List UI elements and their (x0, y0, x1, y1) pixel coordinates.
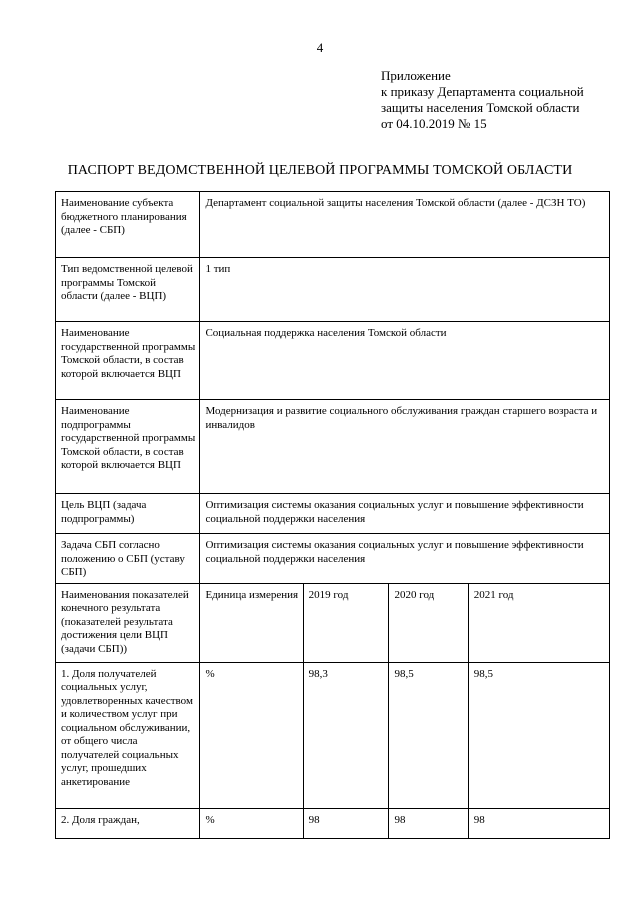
row-label: Наименование государственной программы Томской области, в состав которой включается ВЦП (56, 322, 200, 400)
passport-table (55, 191, 610, 839)
indicator-row (56, 808, 610, 838)
indicator-label: 2. Доля граждан, (56, 808, 200, 838)
appendix-line: от 04.10.2019 № 15 (381, 116, 487, 131)
table-row (56, 534, 610, 584)
indicator-value-2021: 98 (468, 808, 609, 838)
appendix-line: защиты населения Томской области (381, 100, 580, 115)
row-value: Оптимизация системы оказания социальных услуг и повышение эффективности социальной поддержки населения (200, 534, 610, 584)
indicator-unit: % (200, 662, 303, 808)
table-row (56, 400, 610, 494)
unit-header: Единица измерения (200, 583, 303, 662)
row-label: Задача СБП согласно положению о СБП (уставу СБП) (56, 534, 200, 584)
table-row (56, 258, 610, 322)
table-row (56, 494, 610, 534)
indicator-value-2019: 98 (303, 808, 389, 838)
row-value: Социальная поддержка населения Томской области (200, 322, 610, 400)
year-header-2021: 2021 год (468, 583, 609, 662)
indicators-header-row (56, 583, 610, 662)
row-label: Наименование субъекта бюджетного планирования (далее - СБП) (56, 192, 200, 258)
indicator-label: 1. Доля получателей социальных услуг, удовлетворенных качеством и количеством услуг при социальном обслуживании, от общего числа получателей социальных услуг, прошедших анкетирование (56, 662, 200, 808)
indicator-value-2019: 98,3 (303, 662, 389, 808)
indicator-row (56, 662, 610, 808)
row-value: Оптимизация системы оказания социальных услуг и повышение эффективности социальной поддержки населения (200, 494, 610, 534)
table-row (56, 322, 610, 400)
indicator-value-2020: 98 (389, 808, 468, 838)
year-header-2020: 2020 год (389, 583, 468, 662)
indicators-header-label: Наименования показателей конечного результата (показателей результата достижения цели ВЦП (задачи СБП)) (56, 583, 200, 662)
indicator-value-2021: 98,5 (468, 662, 609, 808)
row-value: 1 тип (200, 258, 610, 322)
appendix-note (381, 68, 584, 132)
row-label: Цель ВЦП (задача подпрограммы) (56, 494, 200, 534)
row-label: Тип ведомственной целевой программы Томской области (далее - ВЦП) (56, 258, 200, 322)
document-title: ПАСПОРТ ВЕДОМСТВЕННОЙ ЦЕЛЕВОЙ ПРОГРАММЫ ТОМСКОЙ ОБЛАСТИ (67, 163, 573, 178)
appendix-line: к приказу Департамента социальной (381, 84, 584, 99)
year-header-2019: 2019 год (303, 583, 389, 662)
indicator-value-2020: 98,5 (389, 662, 468, 808)
indicator-unit: % (200, 808, 303, 838)
row-label: Наименование подпрограммы государственной программы Томской области, в состав которой включается ВЦП (56, 400, 200, 494)
row-value: Департамент социальной защиты населения Томской области (далее - ДСЗН ТО) (200, 192, 610, 258)
table-row (56, 192, 610, 258)
row-value: Модернизация и развитие социального обслуживания граждан старшего возраста и инвалидов (200, 400, 610, 494)
appendix-line: Приложение (381, 68, 451, 83)
page-number: 4 (316, 40, 324, 55)
